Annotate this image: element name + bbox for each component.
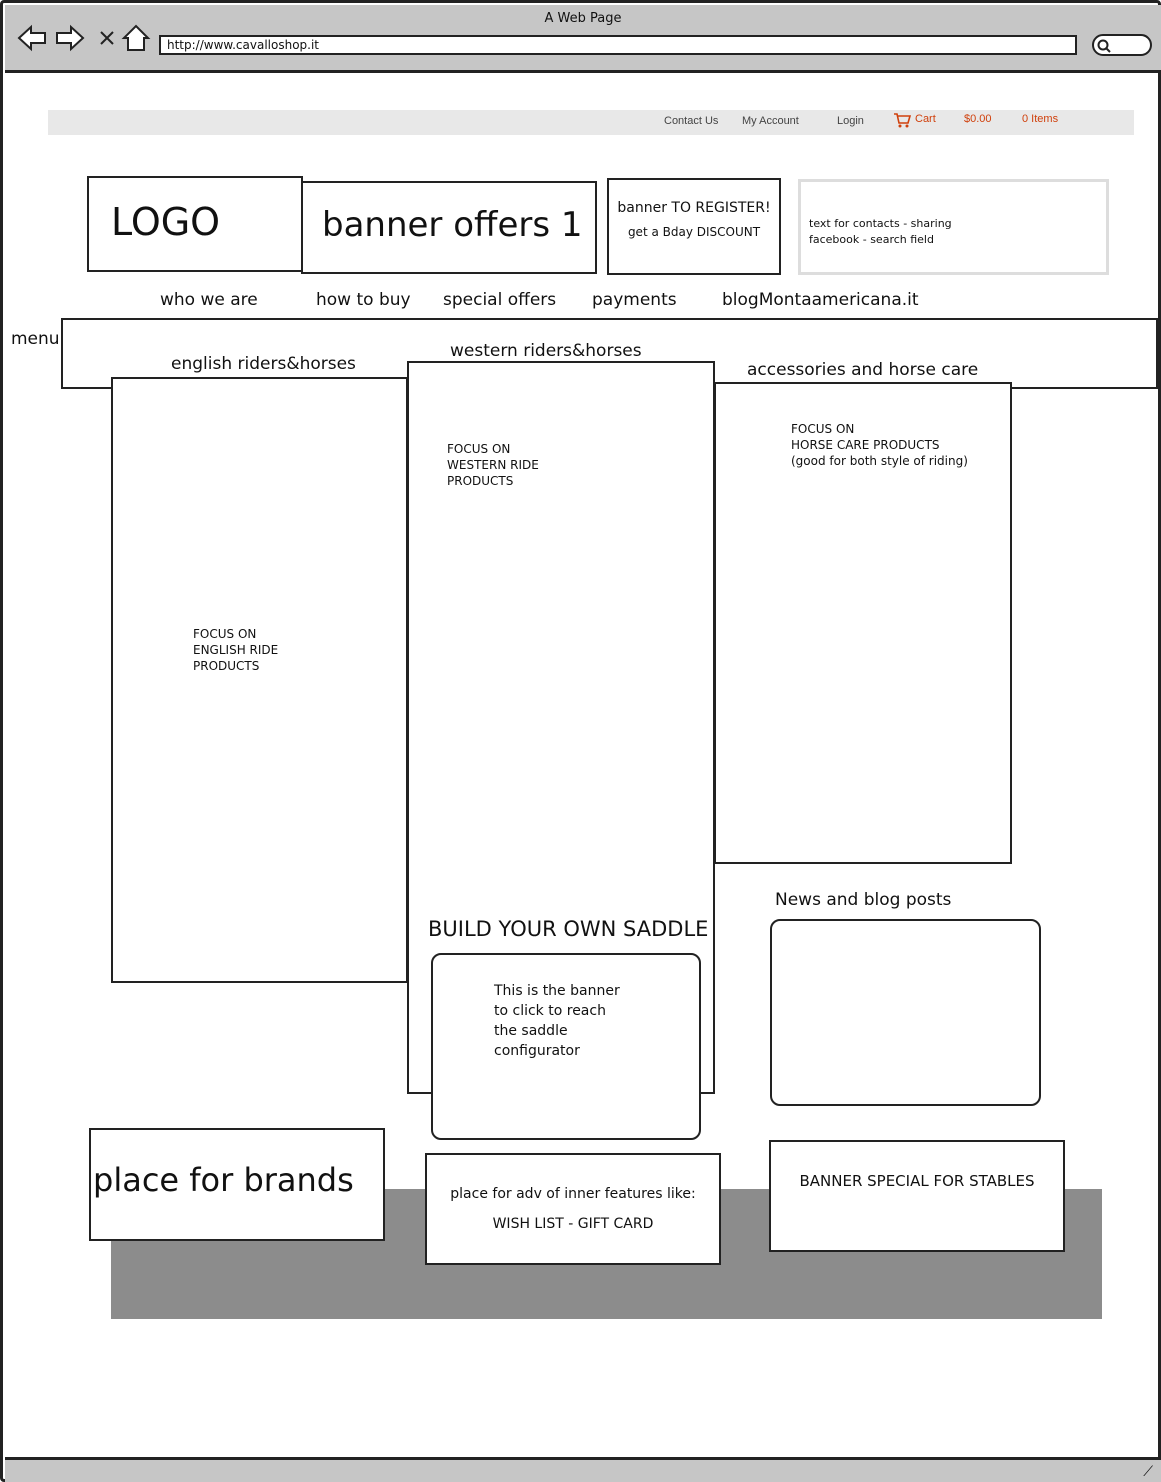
- banner-offers-text: banner offers 1: [322, 205, 583, 245]
- news-title: News and blog posts: [775, 890, 952, 910]
- contacts-line-1: text for contacts - sharing: [809, 217, 952, 230]
- western-focus-3: PRODUCTS: [447, 474, 514, 488]
- nav-special-offers[interactable]: special offers: [443, 290, 557, 310]
- register-subtitle: get a Bday DISCOUNT: [627, 225, 761, 239]
- brands-box[interactable]: [89, 1128, 385, 1241]
- saddle-text-1: This is the banner: [494, 983, 620, 999]
- logo-text: LOGO: [111, 200, 221, 244]
- saddle-text-3: the saddle: [494, 1023, 568, 1039]
- status-bar: [5, 1457, 1161, 1482]
- nav-blog[interactable]: blogMontaamericana.it: [722, 290, 919, 310]
- english-title[interactable]: english riders&horses: [171, 354, 356, 374]
- western-focus-2: WESTERN RIDE: [447, 458, 539, 472]
- resize-grip-icon[interactable]: ⟋: [1143, 1464, 1153, 1480]
- cart-total: $0.00: [964, 113, 992, 125]
- saddle-text-2: to click to reach: [494, 1003, 606, 1019]
- accessories-focus-1: FOCUS ON: [791, 422, 855, 436]
- stables-text: BANNER SPECIAL FOR STABLES: [799, 1172, 1035, 1190]
- english-focus-2: ENGLISH RIDE: [193, 643, 279, 657]
- accessories-focus-3: (good for both style of riding): [791, 454, 968, 468]
- close-icon[interactable]: [93, 23, 123, 53]
- saddle-text-4: configurator: [494, 1043, 580, 1059]
- contact-us-link[interactable]: Contact Us: [664, 115, 719, 127]
- nav-how-to-buy[interactable]: how to buy: [316, 290, 411, 310]
- english-focus-1: FOCUS ON: [193, 627, 257, 641]
- contacts-line-2: facebook - search field: [809, 233, 934, 246]
- nav-payments[interactable]: payments: [592, 290, 677, 310]
- forward-arrow-icon[interactable]: [55, 23, 85, 53]
- contacts-box: [798, 179, 1109, 275]
- accessories-column[interactable]: [714, 382, 1012, 864]
- western-title[interactable]: western riders&horses: [450, 341, 642, 361]
- window-title: A Web Page: [544, 11, 622, 26]
- my-account-link[interactable]: My Account: [742, 115, 799, 127]
- register-title: banner TO REGISTER!: [617, 200, 771, 216]
- accessories-title[interactable]: accessories and horse care: [747, 360, 979, 380]
- url-field[interactable]: http://www.cavalloshop.it: [159, 35, 1077, 55]
- banner-offers[interactable]: [301, 181, 597, 274]
- browser-search-field[interactable]: [1092, 34, 1152, 56]
- browser-toolbar: [5, 5, 1161, 73]
- saddle-configurator-banner[interactable]: [431, 953, 701, 1140]
- english-column[interactable]: [111, 377, 408, 983]
- saddle-title: BUILD YOUR OWN SADDLE: [428, 917, 709, 941]
- register-banner[interactable]: [607, 178, 781, 275]
- login-link[interactable]: Login: [837, 115, 864, 127]
- english-focus-3: PRODUCTS: [193, 659, 260, 673]
- menu-label: menu: [11, 329, 60, 349]
- stables-banner[interactable]: [769, 1140, 1065, 1252]
- western-focus-1: FOCUS ON: [447, 442, 511, 456]
- home-icon[interactable]: [121, 23, 151, 53]
- back-arrow-icon[interactable]: [17, 23, 47, 53]
- cart-items-count: 0 Items: [1022, 113, 1059, 125]
- nav-who-we-are[interactable]: who we are: [160, 290, 258, 310]
- adv-line-1: place for adv of inner features like:: [450, 1186, 696, 1202]
- adv-line-2: WISH LIST - GIFT CARD: [492, 1216, 654, 1232]
- logo-box[interactable]: [87, 176, 303, 272]
- brands-text: place for brands: [93, 1161, 354, 1199]
- cart-icon[interactable]: [893, 112, 911, 128]
- inner-features-adv[interactable]: [425, 1153, 721, 1265]
- cart-link[interactable]: Cart: [915, 113, 936, 125]
- news-box[interactable]: [770, 919, 1041, 1106]
- search-icon: [1096, 38, 1112, 54]
- utility-bar: [48, 110, 1134, 135]
- accessories-focus-2: HORSE CARE PRODUCTS: [791, 438, 940, 452]
